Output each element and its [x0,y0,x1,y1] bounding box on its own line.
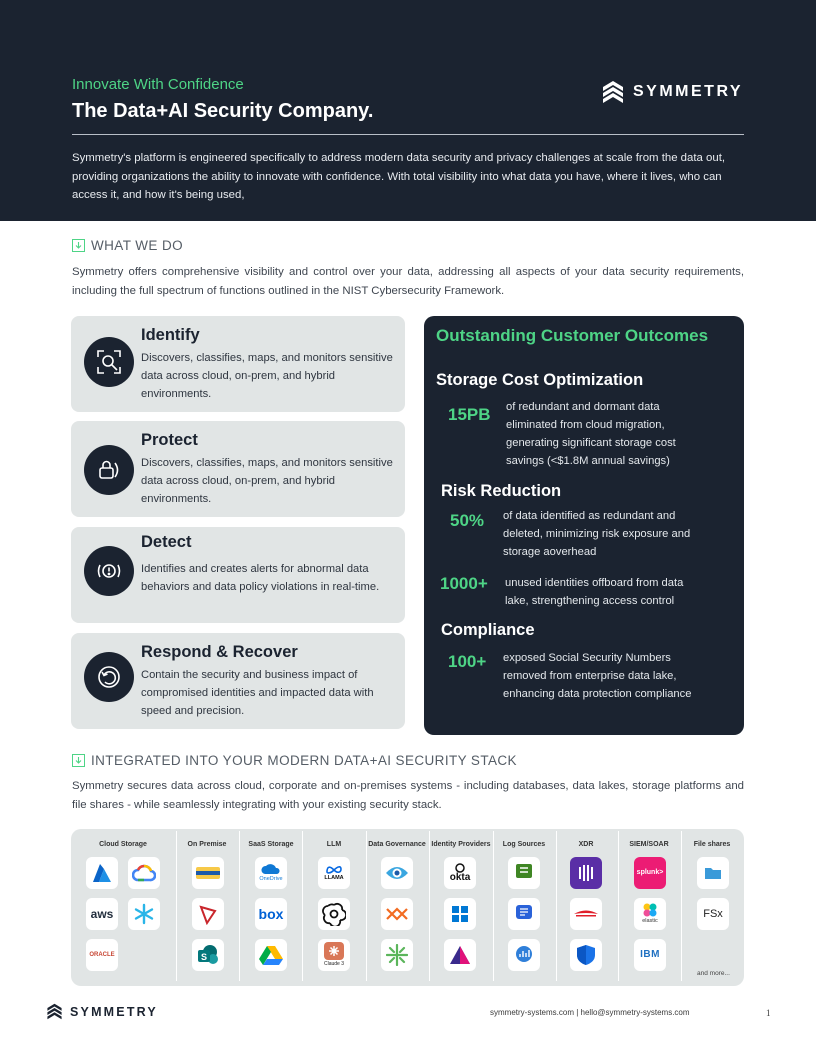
security-analytics-logo-icon [508,939,540,971]
llama-logo-icon: LLAMA [318,857,350,889]
function-title: Identify [141,326,200,344]
splunk-logo-icon: splunk> [634,857,666,889]
aws-logo-icon: aws [86,898,118,930]
column-divider [239,831,240,981]
what-we-do-heading: WHAT WE DO [72,238,183,253]
outcome-heading: Risk Reduction [441,482,562,500]
column-header: Data Governance [368,841,426,848]
file-folder-logo-icon [697,857,729,889]
column-divider [366,831,367,981]
fsx-logo-icon: FSx [697,898,729,930]
header-description: Symmetry's platform is engineered specifically to address modern data security and privacy challenges at scale from the data out, providing organizations the ability to innovate with confidence. With total visibility into what data you have, where it lives, who can access it, and how it's being used, [72,152,726,201]
arrow-down-icon [72,239,85,252]
column-divider [493,831,494,981]
column-divider [429,831,430,981]
collibra-logo-icon [381,939,413,971]
function-card-detect [71,527,405,623]
outcome-text: of redundant and dormant data eliminated from cloud migration, generating significant storage cost savings (<$1.8M annual savings) [506,401,676,467]
column-header: Identity Providers [431,841,491,848]
function-description: Contain the security and business impact of compromised identities and impacted data with speed and precision. [141,669,374,717]
arrow-down-icon [72,754,85,767]
column-header: XDR [578,841,594,848]
openai-logo-icon [318,898,350,930]
outcome-stat: 50% [450,511,485,530]
on-prem-storage-logo-icon [192,857,224,889]
header-logo [601,79,743,105]
aws-cloudtrail-logo-icon [508,857,540,889]
outcome-stat: 1000+ [440,574,488,593]
column-header: Cloud Storage [99,841,147,848]
column-header: LLM [326,841,342,848]
svg-text:S: S [201,952,208,962]
page-header [0,0,816,221]
tagline: Innovate With Confidence [72,76,244,93]
function-card-identify [71,316,405,412]
function-card-protect [71,421,405,517]
function-description: Identifies and creates alerts for abnormal data behaviors and data policy violations in real-time. [141,563,380,593]
elastic-logo-icon: elastic [634,898,666,930]
function-title: Respond & Recover [141,643,298,661]
outcome-text: unused identities offboard from data lake, strengthening access control [505,577,684,607]
protect-icon [84,445,134,495]
defender-shield-logo-icon [570,939,602,971]
function-description: Discovers, classifies, maps, and monitors sensitive data across cloud, on-prem, and hybrid environments. [141,352,393,400]
integrated-text: Symmetry secures data across cloud, corporate and on-premises systems - including databases, data lakes, storage platforms and file shares - while seamlessly integrating with your existing security stack. [72,780,744,811]
symmetry-logo-icon [46,1002,63,1021]
footer-contact-links[interactable]: symmetry-systems.com | hello@symmetry-systems.com [490,1008,690,1017]
hadoop-logo-icon [192,898,224,930]
google-drive-logo-icon [255,939,287,971]
column-header: File shares [693,841,731,848]
azure-logo-icon [86,857,118,889]
column-divider [618,831,619,981]
crowdstrike-logo-icon [570,898,602,930]
snowflake-logo-icon [128,898,160,930]
sharepoint-logo-icon [192,939,224,971]
outcome-heading: Compliance [441,621,535,639]
column-divider [302,831,303,981]
header-divider [72,134,744,135]
okta-logo-icon: okta [444,857,476,889]
column-divider [176,831,177,981]
customer-outcomes-panel [424,316,744,735]
oracle-logo-icon: ORACLE [86,939,118,971]
and-more-label: and more... [697,970,730,977]
detect-icon [84,546,134,596]
column-header: SaaS Storage [248,841,294,848]
outcome-text: of data identified as redundant and deleted, minimizing risk exposure and storage aoverhead [503,510,691,558]
box-logo-icon: box [255,898,287,930]
column-header: On Premise [187,841,227,848]
column-divider [556,831,557,981]
what-we-do-text: Symmetry offers comprehensive visibility and control over your data, addressing all aspects of your data security requirements, including the full spectrum of functions outlined in the NIST Cybersecurity Framework. [72,266,744,297]
outcome-text: exposed Social Security Numbers removed from enterprise data lake, enhancing data protection compliance [503,652,692,700]
outcome-heading: Storage Cost Optimization [436,371,644,389]
outcome-stat: 15PB [448,405,491,424]
google-cloud-logo-icon [128,857,160,889]
ibm-qradar-logo-icon: IBM [634,939,666,971]
footer-logo-text: SYMMETRY [70,1004,158,1019]
outcome-stat: 100+ [448,652,487,671]
data-governance-eye-logo-icon [381,857,413,889]
log-source-logo-icon [508,898,540,930]
onedrive-logo-icon: OneDrive [255,857,287,889]
function-card-respond-recover [71,633,405,729]
integrations-panel [71,829,744,986]
microsoft-entra-logo-icon [444,898,476,930]
ping-identity-logo-icon [444,939,476,971]
function-title: Detect [141,533,192,551]
claude-logo-icon: Claude 3 [318,939,350,971]
integrated-heading: INTEGRATED INTO YOUR MODERN DATA+AI SECURITY STACK [72,753,517,768]
column-divider [681,831,682,981]
respond-icon [84,652,134,702]
informatica-logo-icon [381,898,413,930]
logo-text: SYMMETRY [633,83,744,100]
outcomes-title: Outstanding Customer Outcomes [436,326,709,345]
function-description: Discovers, classifies, maps, and monitors sensitive data across cloud, on-prem, and hybrid environments. [141,457,393,505]
identify-icon [84,337,134,387]
column-header: SIEM/SOAR [629,841,669,848]
xdr-logo-icon [570,857,602,889]
column-header: Log Sources [502,841,546,848]
page-title: The Data+AI Security Company. [72,100,374,122]
symmetry-logo-icon [601,79,625,105]
footer-logo [46,1002,158,1021]
page-number: 1 [766,1008,771,1018]
function-title: Protect [141,431,198,449]
